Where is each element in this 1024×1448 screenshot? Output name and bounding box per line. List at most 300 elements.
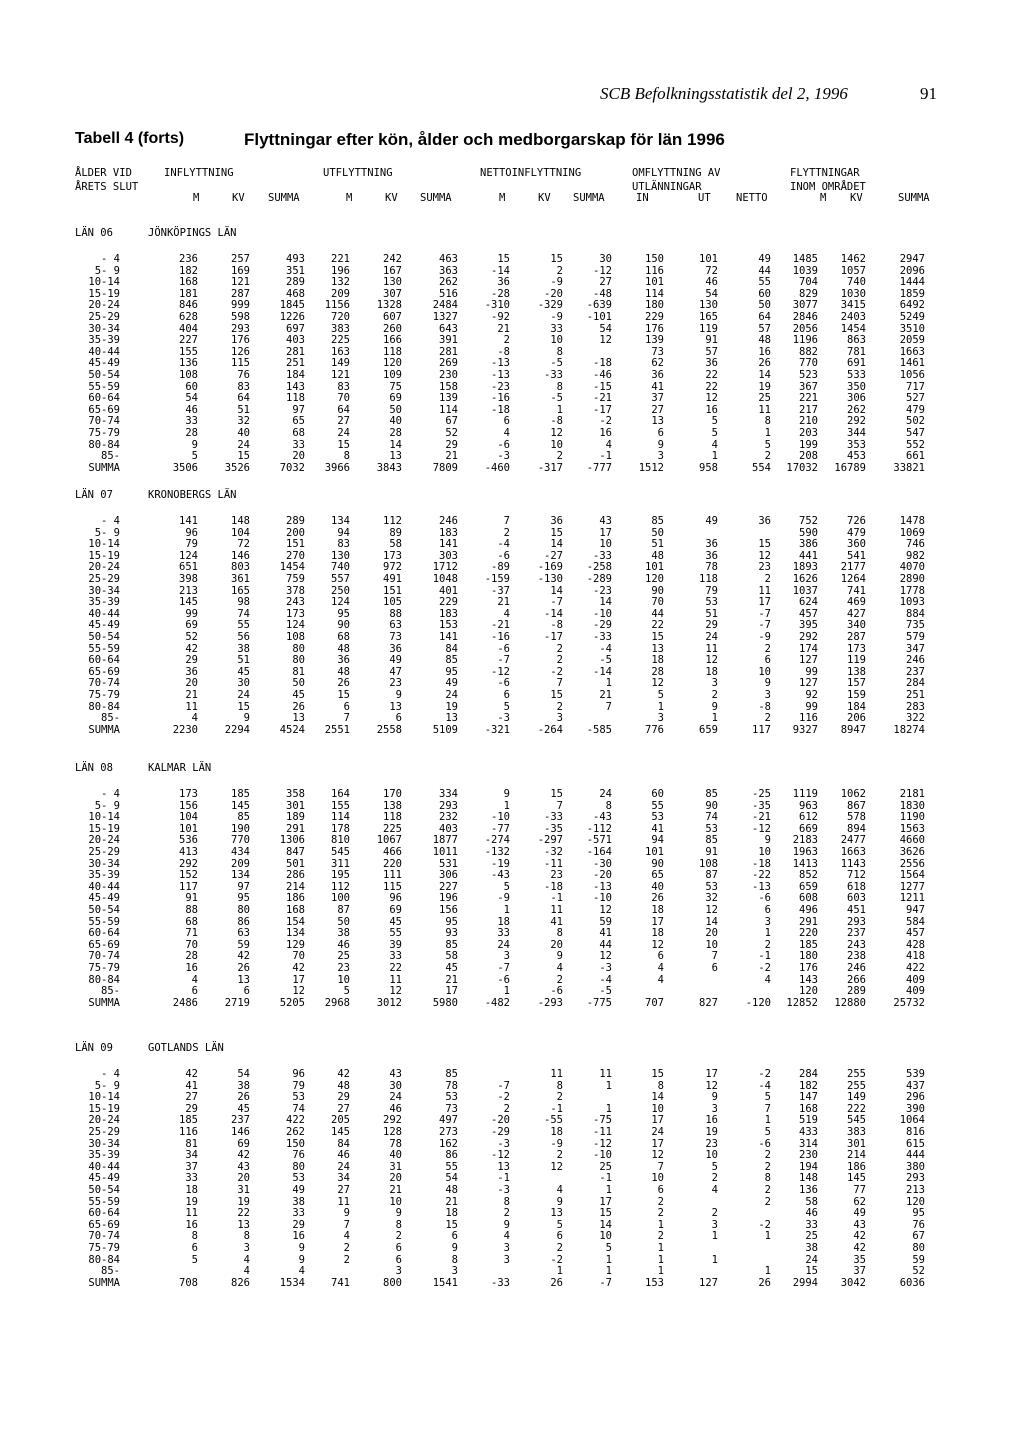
table-cell: 6 — [395, 1253, 402, 1266]
table-cell: -7 — [497, 961, 510, 974]
table-cell: -14 — [544, 607, 563, 620]
table-cell: 52 — [912, 1265, 925, 1278]
table-cell: 79 — [185, 538, 198, 551]
table-cell: 1064 — [899, 1114, 925, 1127]
table-cell: 104 — [231, 526, 250, 539]
table-cell: 48 — [337, 1079, 350, 1092]
table-cell: -18 — [544, 880, 563, 893]
table-cell: -7 — [497, 1079, 510, 1092]
table-cell: 174 — [799, 642, 818, 655]
table-cell: 457 — [799, 607, 818, 620]
table-cell: 18 — [651, 903, 664, 916]
age-label: 15-19 — [88, 1102, 120, 1115]
table-cell: 1534 — [279, 1276, 305, 1289]
table-cell: -5 — [599, 654, 612, 667]
table-cell: 10 — [705, 938, 718, 951]
table-cell: 615 — [906, 1137, 925, 1150]
table-cell: 146 — [231, 549, 250, 562]
col-net-kv: KV — [538, 192, 551, 204]
table-cell: 29 — [705, 619, 718, 632]
table-row — [0, 667, 1024, 679]
table-cell: 4 — [191, 712, 198, 725]
table-cell: 119 — [699, 322, 718, 335]
table-cell: 2 — [556, 642, 563, 655]
table-cell: 158 — [439, 380, 458, 393]
table-cell: 94 — [337, 526, 350, 539]
table-cell: 4 — [503, 1230, 510, 1243]
table-cell: 1093 — [899, 596, 925, 609]
table-row — [0, 335, 1024, 347]
table-cell: 6 — [764, 654, 771, 667]
age-label: 25-29 — [88, 310, 120, 323]
table-cell: 20 — [705, 927, 718, 940]
age-label: 65-69 — [88, 938, 120, 951]
table-cell: 3 — [556, 712, 563, 725]
table-cell: 48 — [337, 665, 350, 678]
table-cell: 398 — [179, 572, 198, 585]
table-cell: 497 — [439, 1114, 458, 1127]
table-cell: 176 — [231, 334, 250, 347]
table-cell: 41 — [550, 915, 563, 928]
table-cell: 70 — [337, 392, 350, 405]
table-cell: 16 — [185, 961, 198, 974]
table-cell: 2 — [764, 1149, 771, 1162]
table-cell: 311 — [331, 857, 350, 870]
table-cell: 1 — [503, 903, 510, 916]
table-cell: 5 — [711, 426, 718, 439]
table-cell: 165 — [231, 584, 250, 597]
table-cell: -8 — [497, 345, 510, 358]
table-row — [0, 713, 1024, 725]
table-cell: 22 — [389, 961, 402, 974]
table-row — [0, 655, 1024, 667]
table-cell: 85 — [445, 938, 458, 951]
table-cell: 404 — [179, 322, 198, 335]
table-cell: 3042 — [840, 1276, 866, 1289]
table-cell: 18 — [445, 1207, 458, 1220]
table-cell: 306 — [439, 869, 458, 882]
table-cell: 6 — [243, 985, 250, 998]
table-cell: 10 — [550, 438, 563, 451]
table-cell: 126 — [231, 345, 250, 358]
table-cell: 21 — [599, 688, 612, 701]
table-cell: 17 — [445, 985, 458, 998]
table-cell: 26 — [292, 700, 305, 713]
table-cell: 9 — [711, 1091, 718, 1104]
col-ut-kv: KV — [385, 192, 398, 204]
table-cell: -7 — [758, 619, 771, 632]
table-cell: -321 — [484, 723, 510, 736]
age-label: 45-49 — [88, 357, 120, 370]
table-cell: -4 — [758, 1079, 771, 1092]
table-cell: 2 — [343, 1241, 350, 1254]
table-cell: 720 — [331, 310, 350, 323]
table-cell: 40 — [237, 426, 250, 439]
table-cell: 189 — [286, 811, 305, 824]
table-cell: -159 — [484, 572, 510, 585]
table-cell: 167 — [383, 264, 402, 277]
table-cell: 1877 — [432, 834, 458, 847]
age-label: 50-54 — [88, 903, 120, 916]
table-cell: 479 — [906, 403, 925, 416]
table-cell: 10 — [758, 845, 771, 858]
table-cell: 5249 — [899, 310, 925, 323]
table-cell: 2994 — [792, 1276, 818, 1289]
age-label: 85- — [101, 985, 120, 998]
table-row — [0, 986, 1024, 998]
table-cell: 121 — [231, 276, 250, 289]
table-cell: -12 — [491, 1149, 510, 1162]
table-cell: 78 — [705, 561, 718, 574]
table-cell: 72 — [237, 538, 250, 551]
table-cell: 3 — [764, 688, 771, 701]
table-cell: 14 — [758, 368, 771, 381]
table-cell: 1 — [556, 1265, 563, 1278]
table-cell: 47 — [389, 665, 402, 678]
table-cell: 17 — [292, 973, 305, 986]
table-cell: 56 — [237, 630, 250, 643]
table-cell: 214 — [286, 880, 305, 893]
table-cell: 1211 — [899, 892, 925, 905]
table-cell: 1 — [764, 1114, 771, 1127]
table-cell: 7 — [556, 677, 563, 690]
table-cell: 5 — [711, 1160, 718, 1173]
table-cell: 145 — [231, 799, 250, 812]
table-row — [0, 870, 1024, 882]
table-cell: 13 — [651, 415, 664, 428]
table-cell: 2477 — [840, 834, 866, 847]
table-cell: 31 — [389, 1160, 402, 1173]
table-cell: -9 — [550, 1137, 563, 1150]
table-cell: 13 — [389, 700, 402, 713]
table-cell: 200 — [286, 526, 305, 539]
table-cell: 38 — [337, 927, 350, 940]
table-cell: 4 — [243, 1253, 250, 1266]
table-cell: 16 — [292, 1230, 305, 1243]
table-cell: -258 — [586, 561, 612, 574]
table-cell: 13 — [445, 712, 458, 725]
table-cell: 165 — [699, 310, 718, 323]
table-cell: 1845 — [279, 299, 305, 312]
table-cell: 395 — [799, 619, 818, 632]
table-cell: 5 — [556, 1218, 563, 1231]
table-cell: 42 — [292, 961, 305, 974]
table-cell: 55 — [389, 927, 402, 940]
col-ut-summa: SUMMA — [420, 192, 452, 204]
age-label: 45-49 — [88, 1172, 120, 1185]
table-cell: 5980 — [432, 996, 458, 1009]
table-cell: -92 — [491, 310, 510, 323]
table-cell: -1 — [599, 450, 612, 463]
table-cell: 23 — [337, 961, 350, 974]
table-cell: 29 — [337, 1091, 350, 1104]
table-cell: 185 — [799, 938, 818, 951]
table-cell: 2846 — [792, 310, 818, 323]
table-cell: 196 — [439, 892, 458, 905]
table-cell: 16 — [599, 426, 612, 439]
table-cell: 2 — [764, 1160, 771, 1173]
table-row — [0, 1278, 1024, 1290]
table-cell: 90 — [705, 799, 718, 812]
age-label: 40-44 — [88, 345, 120, 358]
table-cell: 1067 — [376, 834, 402, 847]
table-cell: 527 — [906, 392, 925, 405]
table-cell: 221 — [331, 253, 350, 265]
table-cell: 6 — [764, 903, 771, 916]
table-cell: 547 — [906, 426, 925, 439]
table-cell: 735 — [906, 619, 925, 632]
table-cell: 289 — [847, 985, 866, 998]
table-cell: 41 — [599, 927, 612, 940]
table-cell: -32 — [544, 845, 563, 858]
table-cell: -3 — [497, 712, 510, 725]
age-label: 70-74 — [88, 950, 120, 963]
age-label: 30-34 — [88, 1137, 120, 1150]
table-row — [0, 254, 1024, 266]
table-cell: 3966 — [324, 461, 350, 474]
table-cell: -17 — [544, 630, 563, 643]
table-cell: 54 — [445, 1172, 458, 1185]
table-cell: 183 — [439, 526, 458, 539]
table-cell: 2 — [764, 712, 771, 725]
table-cell: 291 — [799, 915, 818, 928]
table-cell: 238 — [847, 950, 866, 963]
table-cell: 101 — [179, 822, 198, 835]
table-cell: 150 — [286, 1137, 305, 1150]
table-cell: -18 — [593, 357, 612, 370]
table-cell: 2403 — [840, 310, 866, 323]
table-cell: 156 — [439, 903, 458, 916]
table-cell: 367 — [799, 380, 818, 393]
table-cell: 27 — [337, 1102, 350, 1115]
table-cell: -22 — [752, 869, 771, 882]
table-cell: 380 — [906, 1160, 925, 1173]
table-cell: 20 — [185, 677, 198, 690]
table-cell: -775 — [586, 996, 612, 1009]
table-cell: -37 — [491, 584, 510, 597]
table-cell: 24 — [805, 1253, 818, 1266]
table-cell: 8947 — [840, 723, 866, 736]
table-cell: 95 — [337, 607, 350, 620]
table-cell: 203 — [799, 426, 818, 439]
table-cell: -11 — [544, 857, 563, 870]
table-cell: 15 — [805, 1265, 818, 1278]
table-cell: 48 — [445, 1183, 458, 1196]
table-cell: 68 — [292, 426, 305, 439]
col-in-kv: KV — [232, 192, 245, 204]
age-label: 55-59 — [88, 380, 120, 393]
table-cell: 11 — [758, 584, 771, 597]
table-cell: 8 — [395, 1218, 402, 1231]
table-cell: 141 — [439, 538, 458, 551]
table-cell: 1190 — [899, 811, 925, 824]
age-label: SUMMA — [88, 1276, 120, 1289]
table-cell: 9 — [298, 1253, 305, 1266]
table-cell: 178 — [331, 822, 350, 835]
table-cell: 8 — [451, 1253, 458, 1266]
table-cell: 33 — [497, 927, 510, 940]
table-cell: 34 — [185, 1149, 198, 1162]
table-cell: 303 — [439, 549, 458, 562]
age-label: 75-79 — [88, 1241, 120, 1254]
table-cell: 51 — [237, 654, 250, 667]
table-cell: 21 — [497, 596, 510, 609]
table-row — [0, 859, 1024, 871]
table-cell: 129 — [286, 938, 305, 951]
table-cell: 79 — [292, 1079, 305, 1092]
table-cell: 5205 — [279, 996, 305, 1009]
table-cell: 15 — [337, 688, 350, 701]
table-cell: 116 — [179, 1125, 198, 1138]
table-cell: 26 — [758, 1276, 771, 1289]
table-cell: 54 — [705, 287, 718, 300]
table-cell: -6 — [497, 549, 510, 562]
table-cell: -571 — [586, 834, 612, 847]
table-cell: 42 — [853, 1230, 866, 1243]
table-cell: 2890 — [899, 572, 925, 585]
table-cell: 13 — [651, 642, 664, 655]
table-cell: 2556 — [899, 857, 925, 870]
table-cell: 28 — [389, 426, 402, 439]
table-cell: 18 — [185, 1183, 198, 1196]
table-cell: 5 — [191, 1253, 198, 1266]
table-cell: 18 — [651, 927, 664, 940]
lan-code: LÄN 08 — [75, 762, 113, 774]
table-cell: 196 — [331, 264, 350, 277]
table-cell: 6 — [657, 1183, 664, 1196]
col-inflyttning: INFLYTTNING — [164, 167, 234, 179]
table-cell: 105 — [383, 596, 402, 609]
table-cell: 361 — [231, 572, 250, 585]
age-label: 60-64 — [88, 392, 120, 405]
table-cell: 45 — [389, 915, 402, 928]
table-cell: 1 — [711, 1253, 718, 1266]
table-cell: 4 — [298, 1265, 305, 1278]
table-row — [0, 725, 1024, 737]
table-cell: 1119 — [792, 788, 818, 800]
table-cell: 64 — [758, 310, 771, 323]
table-cell: 49 — [705, 515, 718, 527]
table-cell: 5 — [711, 415, 718, 428]
table-cell: 157 — [847, 677, 866, 690]
table-cell: 6 — [657, 426, 664, 439]
age-label: 70-74 — [88, 1230, 120, 1243]
table-cell: -329 — [537, 299, 563, 312]
table-cell: 2 — [764, 1195, 771, 1208]
table-cell: 222 — [847, 1102, 866, 1115]
table-cell: 418 — [906, 950, 925, 963]
table-cell: 101 — [645, 276, 664, 289]
table-row — [0, 539, 1024, 551]
table-cell: 469 — [847, 596, 866, 609]
table-cell: 15 — [445, 1218, 458, 1231]
table-cell: 293 — [906, 1172, 925, 1185]
table-cell: 25 — [599, 1160, 612, 1173]
table-cell: 96 — [185, 526, 198, 539]
table-cell: 14 — [550, 584, 563, 597]
table-cell: 176 — [799, 961, 818, 974]
table-cell: 1 — [503, 799, 510, 812]
lan-name: GOTLANDS LÄN — [148, 1042, 224, 1054]
table-cell: 156 — [179, 799, 198, 812]
table-cell: 770 — [231, 834, 250, 847]
table-cell: 10 — [599, 538, 612, 551]
table-cell: -75 — [593, 1114, 612, 1127]
table-row — [0, 1104, 1024, 1116]
table-cell: 1626 — [792, 572, 818, 585]
table-cell: 97 — [237, 880, 250, 893]
age-label: 55-59 — [88, 915, 120, 928]
table-cell: 48 — [651, 549, 664, 562]
table-cell: 403 — [286, 334, 305, 347]
table-row — [0, 632, 1024, 644]
table-cell: -48 — [593, 287, 612, 300]
table-cell: 659 — [799, 880, 818, 893]
table-cell: 209 — [231, 857, 250, 870]
table-cell: 45 — [445, 961, 458, 974]
table-cell: 307 — [383, 287, 402, 300]
table-cell: 15 — [651, 630, 664, 643]
table-cell: 4 — [243, 1265, 250, 1278]
table-cell: 44 — [599, 938, 612, 951]
age-label: 65-69 — [88, 1218, 120, 1231]
table-cell: 40 — [651, 880, 664, 893]
table-cell: 4 — [711, 1183, 718, 1196]
col-utflyttning: UTFLYTTNING — [323, 167, 393, 179]
table-cell: 13 — [550, 1207, 563, 1220]
table-cell: -8 — [550, 415, 563, 428]
table-label: Tabell 4 (forts) — [75, 130, 185, 147]
table-cell: 237 — [906, 665, 925, 678]
table-cell: 8 — [556, 1079, 563, 1092]
table-cell: 21 — [185, 688, 198, 701]
col-omf-ut: UT — [698, 192, 711, 204]
table-cell: 24 — [337, 1160, 350, 1173]
age-label: 70-74 — [88, 415, 120, 428]
table-cell: 92 — [805, 688, 818, 701]
table-cell: 52 — [445, 426, 458, 439]
table-cell: 262 — [286, 1125, 305, 1138]
table-cell: 6 — [451, 1230, 458, 1243]
age-label: 75-79 — [88, 961, 120, 974]
table-cell: 826 — [231, 1276, 250, 1289]
table-cell: -4 — [497, 538, 510, 551]
age-label: 80-84 — [88, 438, 120, 451]
table-cell: 403 — [439, 822, 458, 835]
table-cell: 15 — [550, 688, 563, 701]
table-cell: 11 — [705, 642, 718, 655]
table-cell: 1 — [605, 677, 612, 690]
table-cell: 2 — [556, 450, 563, 463]
table-cell: 9 — [764, 834, 771, 847]
table-cell: 545 — [331, 845, 350, 858]
age-label: 15-19 — [88, 549, 120, 562]
table-cell: 10 — [705, 1149, 718, 1162]
table-cell: 45 — [292, 688, 305, 701]
table-cell: -28 — [491, 287, 510, 300]
table-cell: 1 — [657, 1241, 664, 1254]
table-cell: 46 — [337, 1149, 350, 1162]
table-row — [0, 620, 1024, 632]
table-cell: 428 — [906, 938, 925, 951]
table-cell: -264 — [537, 723, 563, 736]
table-cell: 150 — [645, 253, 664, 265]
table-cell: 40 — [389, 1149, 402, 1162]
age-label: SUMMA — [88, 461, 120, 474]
table-cell: 145 — [179, 596, 198, 609]
table-cell: 2 — [343, 1253, 350, 1266]
table-cell: 24 — [705, 630, 718, 643]
